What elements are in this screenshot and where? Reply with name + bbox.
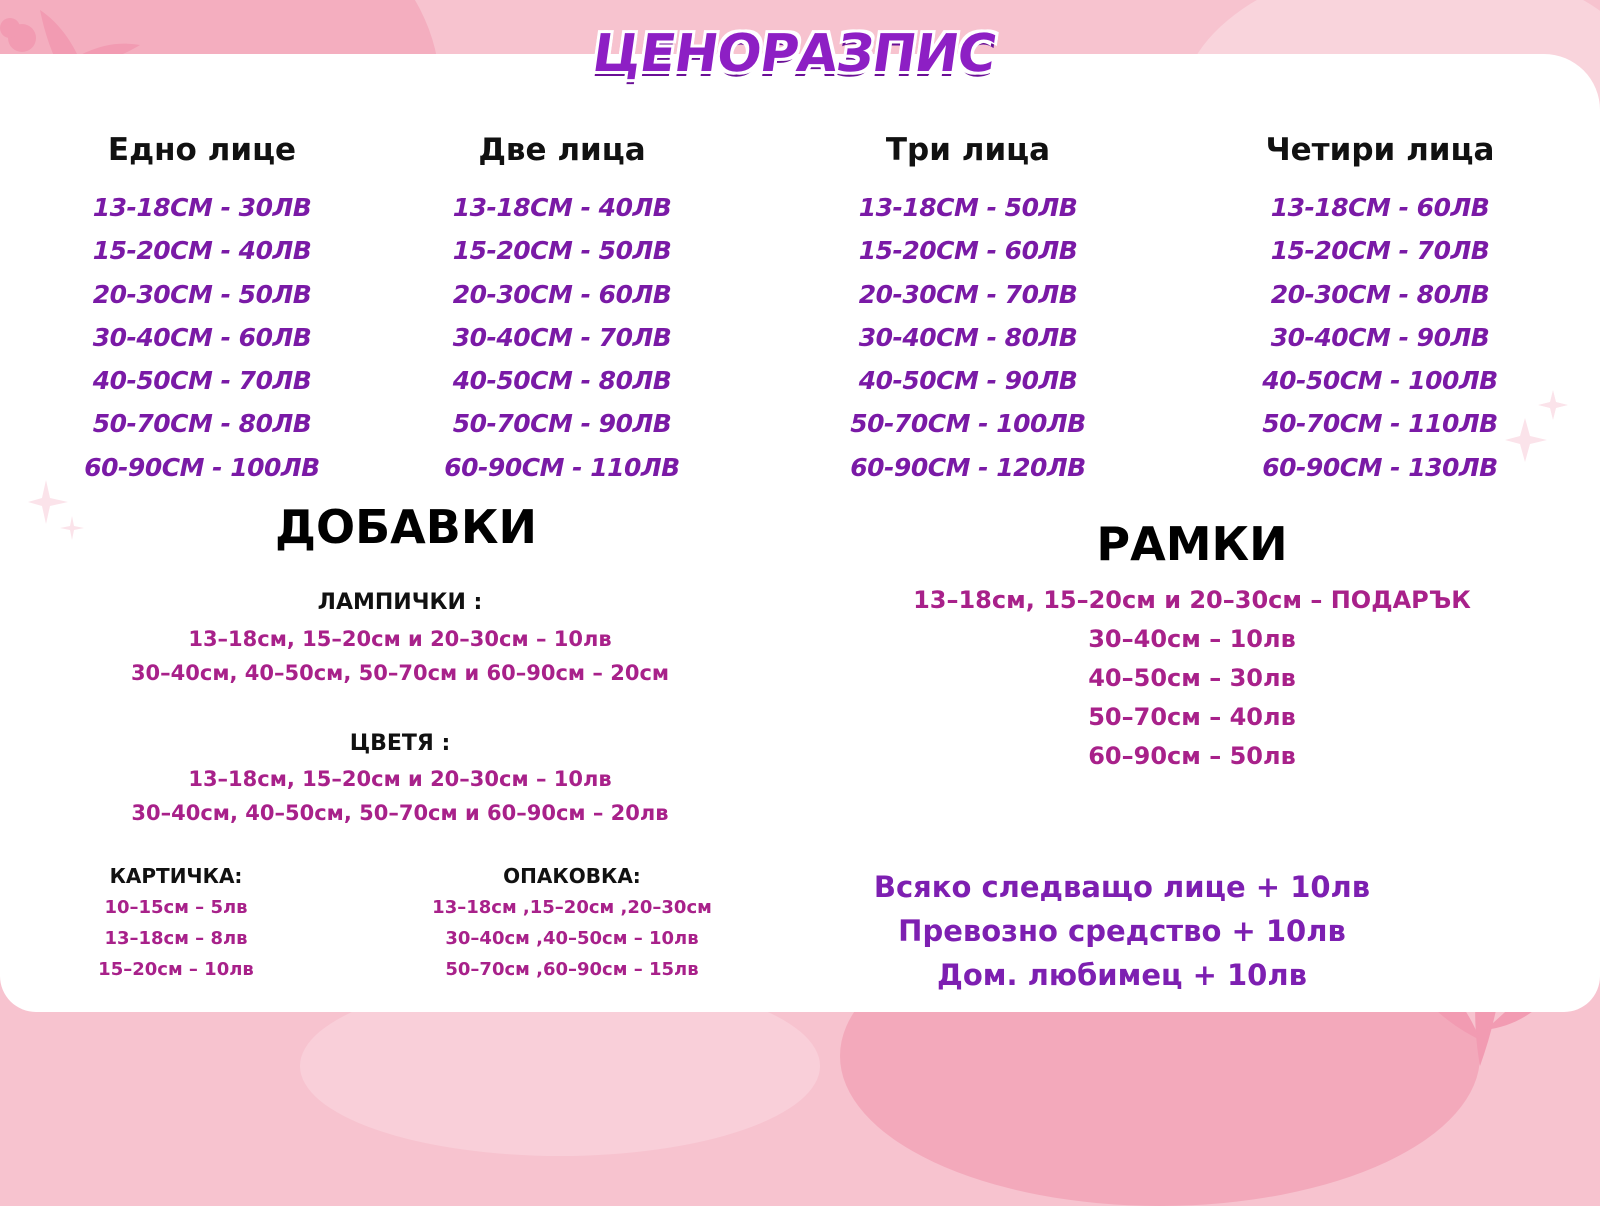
packaging-heading: ОПАКОВКА:: [503, 864, 641, 888]
price-item: 15-20CM - 40ЛВ: [92, 236, 312, 266]
price-item: 40-50CM - 100ЛВ: [1262, 366, 1498, 396]
lights-line: 13–18см, 15–20см и 20–30см – 10лв: [188, 627, 612, 651]
packaging-line: 13–18см ,15–20см ,20–30см: [432, 897, 712, 918]
card-heading: КАРТИЧКА:: [109, 864, 243, 888]
page-title-text: ЦЕНОРАЗПИС: [588, 24, 1000, 84]
column-heading-four-faces: Четири лица: [1265, 132, 1495, 168]
price-item: 50-70CM - 90ЛВ: [452, 409, 672, 439]
price-list-two-faces: [412, 186, 712, 489]
frames-heading: РАМКИ: [1096, 517, 1288, 571]
price-item: 30-40CM - 90ЛВ: [1270, 322, 1490, 352]
frames-line: 50–70см – 40лв: [1088, 703, 1296, 731]
packaging-line: 50–70см ,60–90см – 15лв: [445, 959, 699, 980]
price-item: 20-30CM - 70ЛВ: [858, 279, 1078, 309]
price-item: 30-40CM - 70ЛВ: [452, 322, 672, 352]
price-item: 20-30CM - 60ЛВ: [452, 279, 672, 309]
lights-line: 30–40см, 40–50см, 50–70см и 60–90см – 20см: [130, 661, 670, 685]
flowers-heading: ЦВЕТЯ :: [349, 731, 451, 756]
frames-line: 60–90см – 50лв: [1088, 742, 1296, 770]
price-list-three-faces: [818, 186, 1118, 489]
page-title: [588, 14, 1000, 94]
price-item: 30-40CM - 60ЛВ: [92, 322, 312, 352]
addons-heading: ДОБАВКИ: [275, 500, 537, 554]
flowers-line: 30–40см, 40–50см, 50–70см и 60–90см – 20лв: [131, 801, 669, 825]
card-line: 13–18см – 8лв: [104, 928, 248, 949]
flowers-line: 13–18см, 15–20см и 20–30см – 10лв: [188, 767, 612, 791]
column-heading-two-faces: Две лица: [478, 132, 646, 168]
price-item: 60-90CM - 130ЛВ: [1262, 452, 1498, 482]
price-list-one-face: [52, 186, 352, 489]
card-line: 15–20см – 10лв: [98, 959, 254, 980]
price-item: 13-18CM - 40ЛВ: [452, 193, 672, 222]
extra-price-note: Дом. любимец + 10лв: [937, 958, 1307, 992]
price-item: 15-20CM - 70ЛВ: [1270, 236, 1490, 266]
card-line: 10–15см – 5лв: [104, 897, 248, 918]
price-item: 50-70CM - 100ЛВ: [850, 409, 1086, 439]
price-item: 50-70CM - 80ЛВ: [92, 409, 312, 439]
price-item: 60-90CM - 120ЛВ: [850, 452, 1086, 482]
column-heading-one-face: Едно лице: [107, 132, 297, 168]
price-item: 13-18CM - 50ЛВ: [858, 193, 1078, 222]
price-item: 50-70CM - 110ЛВ: [1262, 409, 1498, 439]
price-item: 15-20CM - 60ЛВ: [858, 236, 1078, 266]
frames-line: 40–50см – 30лв: [1088, 664, 1296, 692]
price-item: 60-90CM - 100ЛВ: [84, 452, 320, 482]
price-item: 15-20CM - 50ЛВ: [452, 236, 672, 266]
column-heading-three-faces: Три лица: [885, 132, 1051, 168]
price-item: 60-90CM - 110ЛВ: [444, 452, 680, 482]
extra-price-note: Всяко следващо лице + 10лв: [873, 870, 1371, 904]
price-item: 40-50CM - 90ЛВ: [858, 366, 1078, 396]
price-item: 13-18CM - 30ЛВ: [92, 193, 312, 222]
price-item: 13-18CM - 60ЛВ: [1270, 193, 1490, 222]
packaging-line: 30–40см ,40–50см – 10лв: [445, 928, 699, 949]
frames-line: 13–18см, 15–20см и 20–30см – ПОДАРЪК: [913, 586, 1471, 614]
price-item: 20-30CM - 80ЛВ: [1270, 279, 1490, 309]
price-item: 30-40CM - 80ЛВ: [858, 322, 1078, 352]
sparkle-icon: [28, 480, 88, 550]
extra-price-note: Превозно средство + 10лв: [898, 914, 1346, 948]
price-item: 40-50CM - 70ЛВ: [92, 366, 312, 396]
price-item: 40-50CM - 80ЛВ: [452, 366, 672, 396]
frames-line: 30–40см – 10лв: [1088, 625, 1296, 653]
price-list-four-faces: [1230, 186, 1530, 489]
lights-heading: ЛАМПИЧКИ :: [317, 590, 483, 615]
price-item: 20-30CM - 50ЛВ: [92, 279, 312, 309]
